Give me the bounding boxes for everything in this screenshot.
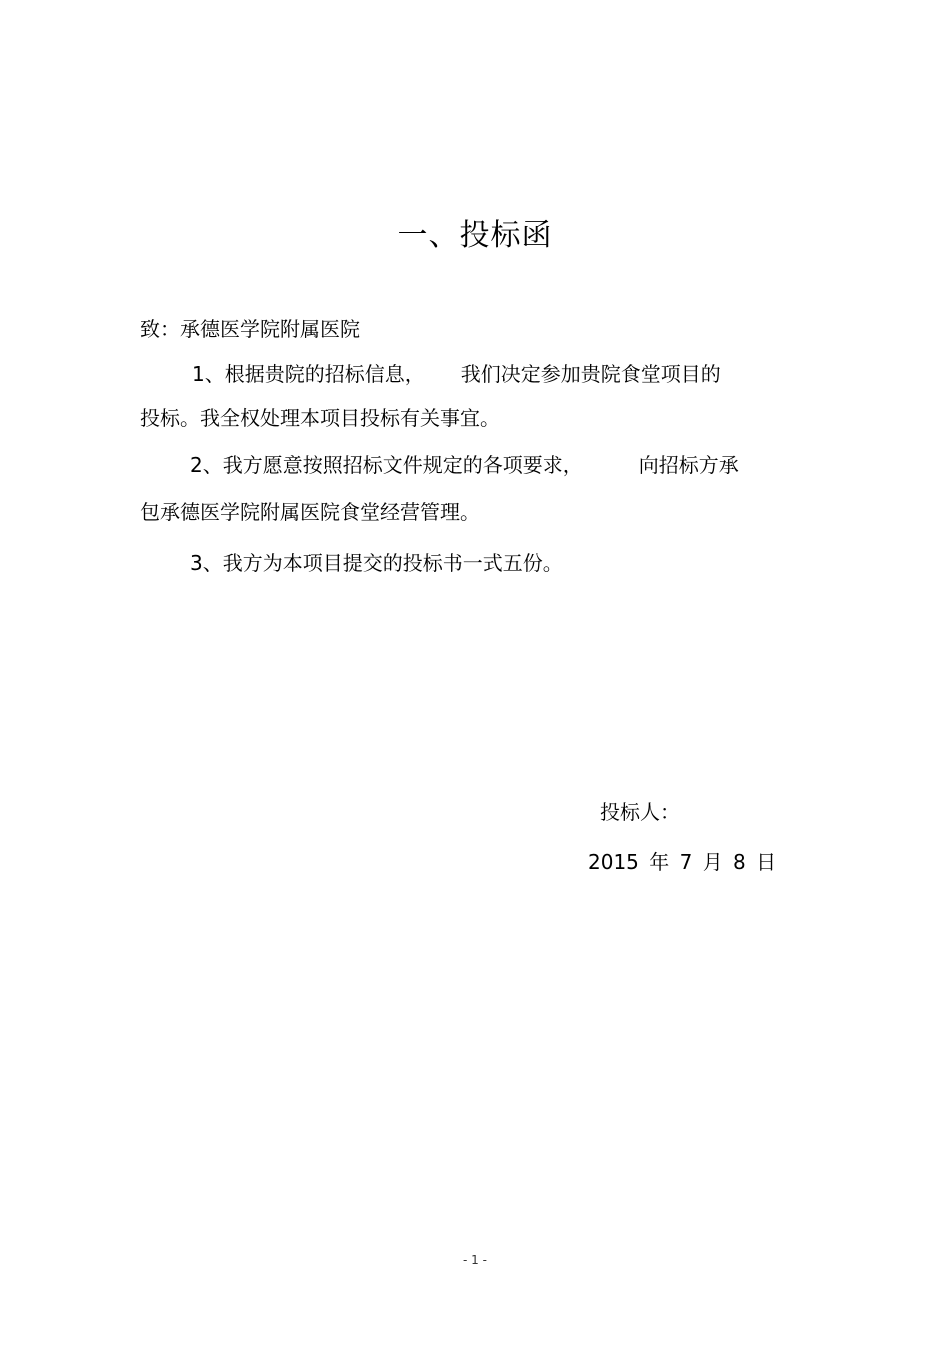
paragraph-2-line-2: 包承德医学院附属医院食堂经营管理。	[140, 500, 480, 524]
page-number: - 1 -	[463, 1253, 487, 1267]
paragraph-1-part-1: 1、根据贵院的招标信息，	[192, 362, 425, 386]
paragraph-3: 3、我方为本项目提交的投标书一式五份。	[190, 551, 563, 575]
paragraph-1-line-1	[192, 359, 721, 389]
paragraph-2-part-2: 向招标方承	[638, 453, 739, 477]
paragraph-1-part-2: 我们决定参加贵院食堂项目的	[460, 362, 721, 386]
signing-date: 2015 年 7 月 8 日	[588, 850, 777, 874]
paragraph-2-part-1: 2、我方愿意按照招标文件规定的各项要求，	[190, 453, 583, 477]
paragraph-2-line-1	[190, 450, 739, 480]
addressee-line: 致：承德医学院附属医院	[140, 317, 360, 341]
document-title: 一、投标函	[397, 218, 553, 253]
signer-label: 投标人：	[600, 800, 680, 824]
paragraph-1-line-2: 投标。我全权处理本项目投标有关事宜。	[140, 406, 500, 430]
